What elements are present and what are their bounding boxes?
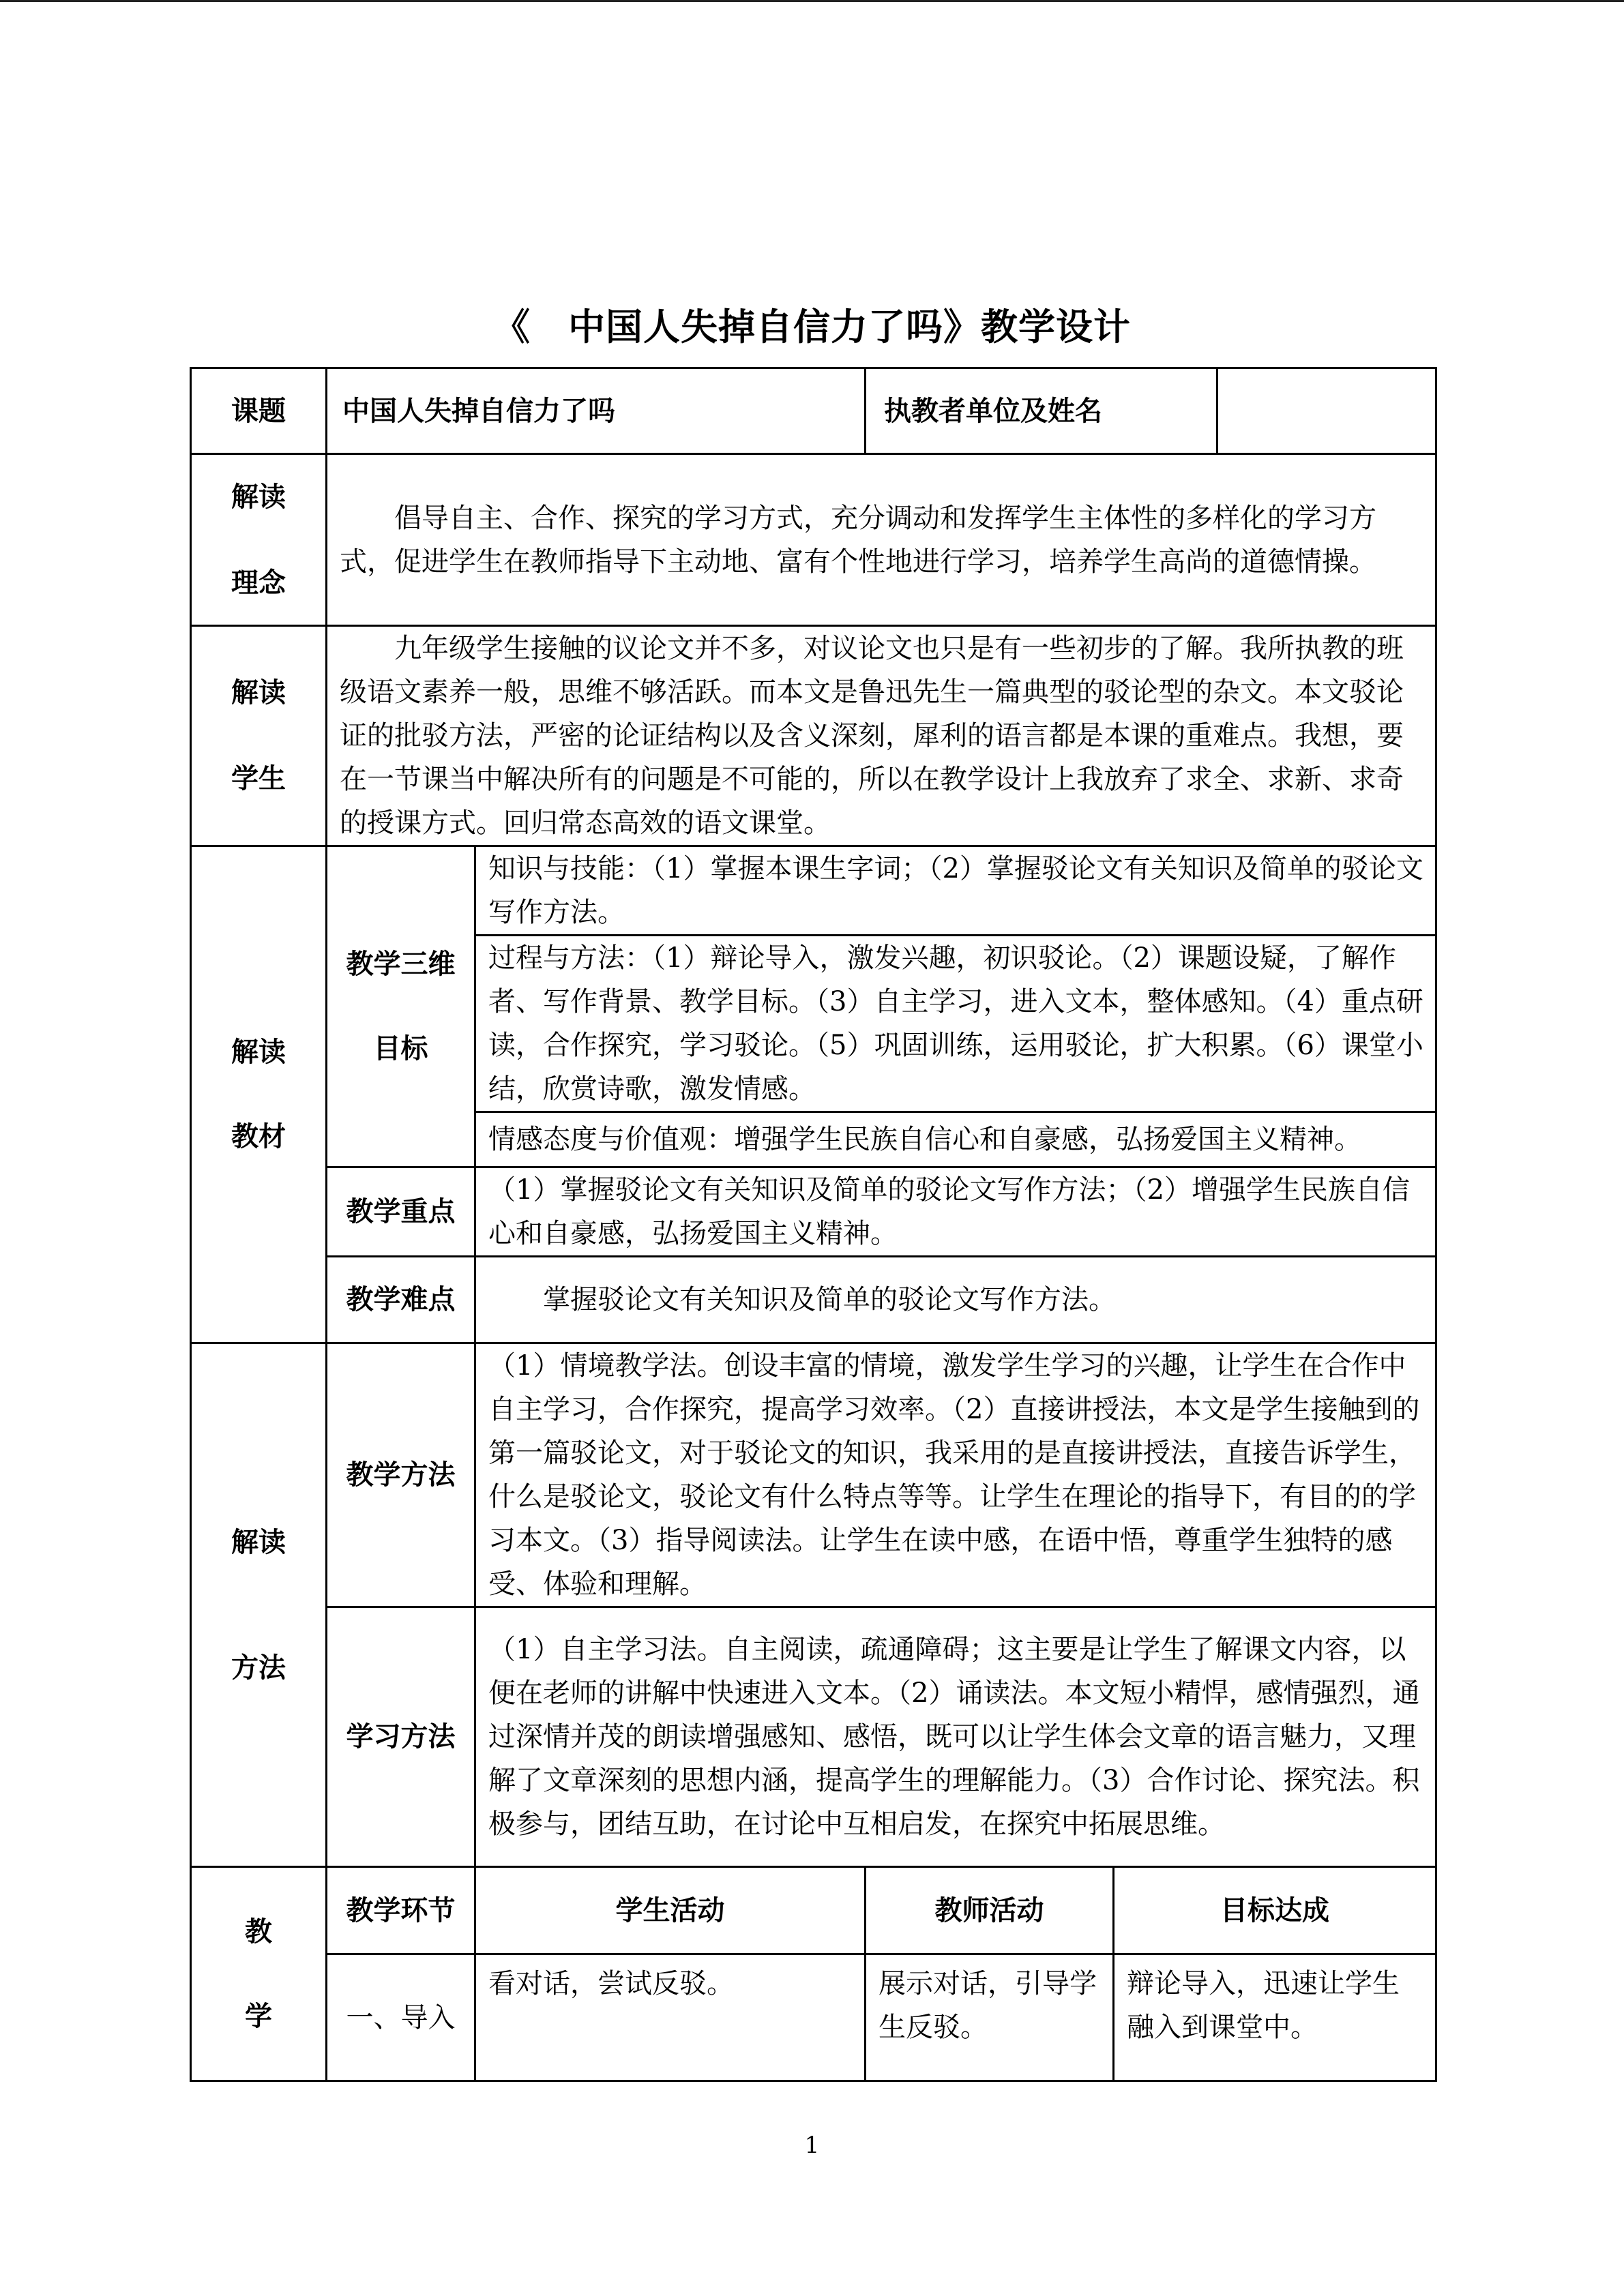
philosophy-text: 倡导自主、合作、探究的学习方式，充分调动和发挥学生主体性的多样化的学习方式，促进学生在教师指导下主动地、富有个性地进行学习，培养学生高尚的道德情操。 <box>327 454 1436 626</box>
header-teacher-activity: 教师活动 <box>866 1867 1114 1954</box>
teaching-difficulty-label: 教学难点 <box>327 1257 475 1343</box>
three-dimensional-goals-label: 教学三维 目标 <box>327 846 475 1167</box>
document-title: 《 中国人失掉自信力了吗》教学设计 <box>493 305 1131 348</box>
goal-achievement-cell: 辩论导入，迅速让学生融入到课堂中。 <box>1114 1954 1436 2081</box>
philosophy-row <box>191 454 1436 626</box>
students-row <box>191 626 1436 846</box>
header-goal-achievement: 目标达成 <box>1114 1867 1436 1954</box>
process-row <box>191 1954 1436 2081</box>
methods-label: 解读 方法 <box>191 1343 327 1867</box>
goal-knowledge-row <box>191 846 1436 936</box>
lesson-plan-table <box>190 367 1437 2082</box>
students-label: 解读 学生 <box>191 626 327 846</box>
teaching-key-text: （1）掌握驳论文有关知识及简单的驳论文写作方法；（2）增强学生民族自信心和自豪感，弘扬爱国主义精神。 <box>475 1167 1436 1257</box>
page-number: 1 <box>804 2132 820 2159</box>
teacher-unit-value <box>1217 368 1436 454</box>
teacher-activity-cell: 展示对话，引导学生反驳。 <box>866 1954 1114 2081</box>
course-label: 课题 <box>191 368 327 454</box>
teaching-difficulty-row <box>191 1257 1436 1343</box>
course-row <box>191 368 1436 454</box>
materials-label: 解读 教材 <box>191 846 327 1343</box>
stage-cell: 一、导入 <box>327 1954 475 2081</box>
goal-emotion-text: 情感态度与价值观：增强学生民族自信心和自豪感，弘扬爱国主义精神。 <box>475 1112 1436 1167</box>
process-header-row <box>191 1867 1436 1954</box>
goal-knowledge-text: 知识与技能：（1）掌握本课生字词；（2）掌握驳论文有关知识及简单的驳论文写作方法。 <box>475 846 1436 936</box>
teaching-method-label: 教学方法 <box>327 1343 475 1607</box>
top-border-line <box>0 0 1624 2</box>
learning-method-text: （1）自主学习法。自主阅读，疏通障碍；这主要是让学生了解课文内容，以便在老师的讲解中快速进入文本。（2）诵读法。本文短小精悍，感情强烈，通过深情并茂的朗读增强感知、感悟，既可以让学生体会文章的语言魅力，又理解了文章深刻的思想内涵，提高学生的理解能力。（3）合作讨论、探究法。积极参与，团结互助，在讨论中互相启发，在探究中拓展思维。 <box>475 1607 1436 1867</box>
course-title-cell: 中国人失掉自信力了吗 <box>327 368 866 454</box>
students-text: 九年级学生接触的议论文并不多，对议论文也只是有一些初步的了解。我所执教的班级语文素养一般，思维不够活跃。而本文是鲁迅先生一篇典型的驳论型的杂文。本文驳论证的批驳方法，严密的论证结构以及含义深刻，犀利的语言都是本课的重难点。我想，要在一节课当中解决所有的问题是不可能的，所以在教学设计上我放弃了求全、求新、求奇的授课方式。回归常态高效的语文课堂。 <box>327 626 1436 846</box>
learning-method-label: 学习方法 <box>327 1607 475 1867</box>
philosophy-label: 解读 理念 <box>191 454 327 626</box>
learning-method-row <box>191 1607 1436 1867</box>
teaching-method-row <box>191 1343 1436 1607</box>
header-student-activity: 学生活动 <box>475 1867 866 1954</box>
teaching-key-label: 教学重点 <box>327 1167 475 1257</box>
header-stage: 教学环节 <box>327 1867 475 1954</box>
teacher-unit-label: 执教者单位及姓名 <box>866 368 1217 454</box>
process-label: 教 学 <box>191 1867 327 2081</box>
teaching-method-text: （1）情境教学法。创设丰富的情境，激发学生学习的兴趣，让学生在合作中自主学习，合作探究，提高学习效率。（2）直接讲授法，本文是学生接触到的第一篇驳论文，对于驳论文的知识，我采用的是直接讲授法，直接告诉学生，什么是驳论文，驳论文有什么特点等等。让学生在理论的指导下，有目的的学习本文。（3）指导阅读法。让学生在读中感，在语中悟，尊重学生独特的感受、体验和理解。 <box>475 1343 1436 1607</box>
teaching-key-row <box>191 1167 1436 1257</box>
goal-process-text: 过程与方法：（1）辩论导入，激发兴趣，初识驳论。（2）课题设疑，了解作者、写作背景、教学目标。（3）自主学习，进入文本，整体感知。（4）重点研读，合作探究，学习驳论。（5）巩固训练，运用驳论，扩大积累。（6）课堂小结，欣赏诗歌，激发情感。 <box>475 936 1436 1112</box>
student-activity-cell: 看对话，尝试反驳。 <box>475 1954 866 2081</box>
teaching-difficulty-text: 掌握驳论文有关知识及简单的驳论文写作方法。 <box>475 1257 1436 1343</box>
